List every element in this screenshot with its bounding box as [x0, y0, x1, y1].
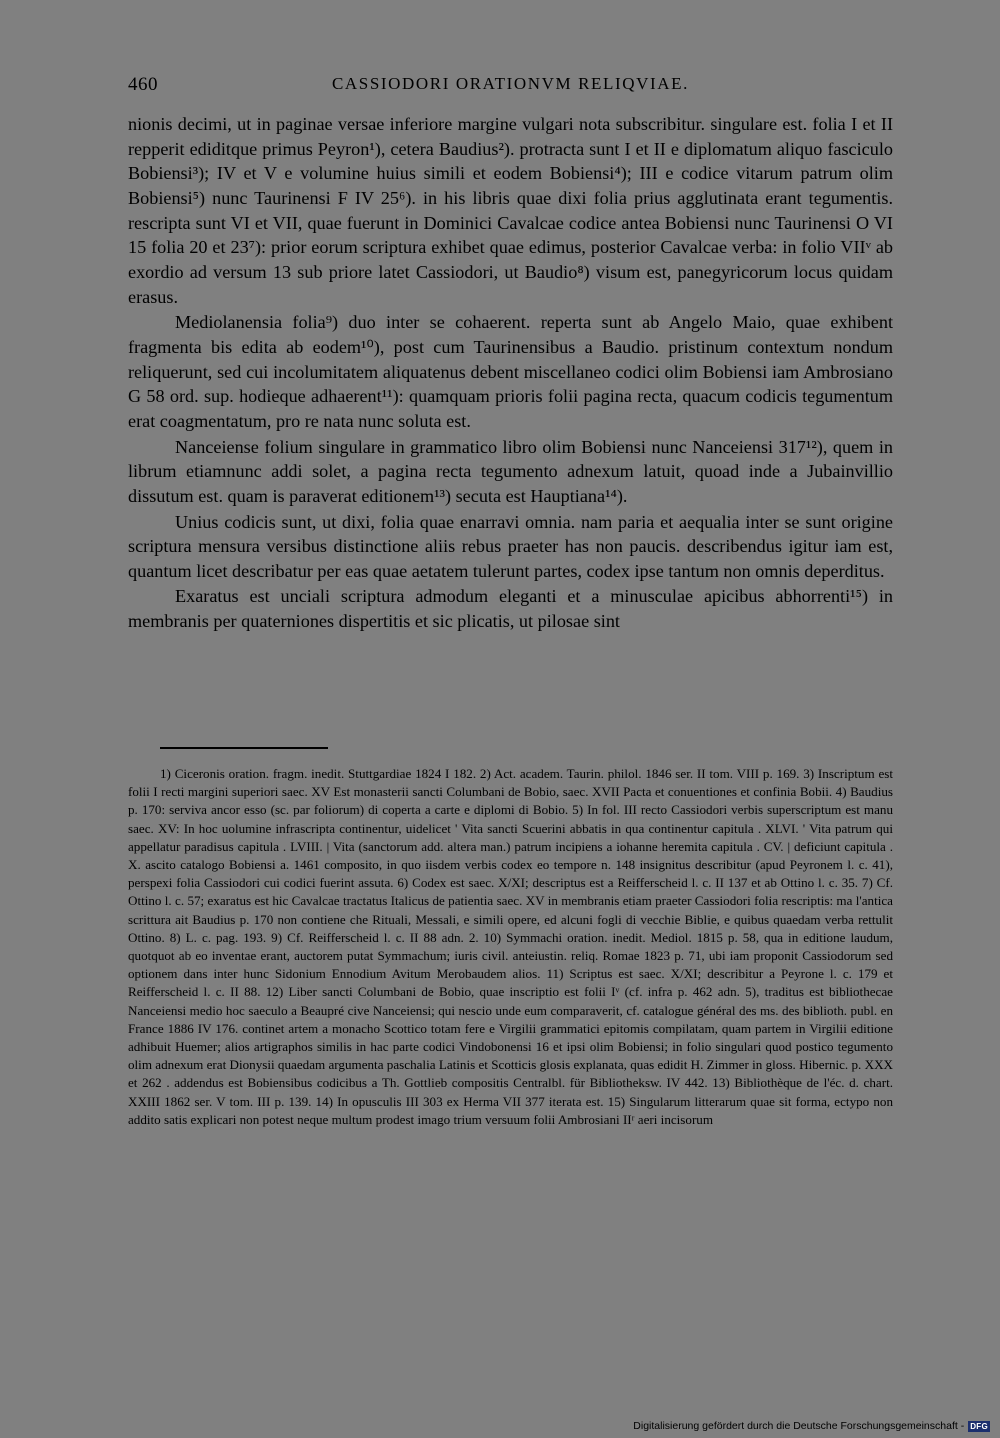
body-paragraph: Exaratus est unciali scriptura admodum eleganti et a minusculae apicibus abhorrenti¹⁵) in membranis per quaterniones dispertitis et sic plicatis, ut pilosae sint — [128, 586, 893, 632]
footnote-divider — [160, 747, 328, 749]
body-paragraph: nionis decimi, ut in paginae versae inferiore margine vulgari nota subscribitur. singulare est. folia I et II repperit ediditque primus Peyron¹), cetera Baudius²). protracta sunt I et II e diplomatum aliquo fasciculo Bobiensi³); IV et V e volumine huius simili et eodem Bobiensi⁴); III e codice vitarum patrum olim Bobiensi⁵) nunc Taurinensi F IV 25⁶). in his libris quae dixi folia prius agglutinata erant tegumentis. rescripta sunt VI et VII, quae fuerunt in Dominici Cavalcae codice antea Bobiensi nunc Taurinensi O VI 15 folia 20 et 23⁷): prior eorum scriptura exhibet quae edimus, posterior Cavalcae verba: in folio VIIᵛ ab exordio ad versum 13 sub priore latet Cassiodori, ut Baudio⁸) visum est, panegyricorum locus quidam erasus. — [128, 114, 893, 307]
main-text — [128, 112, 893, 634]
body-paragraph: Mediolanensia folia⁹) duo inter se cohaerent. reperta sunt ab Angelo Maio, quae exhibent fragmenta bis edita ab eodem¹⁰), post cum Taurinensibus a Baudio. pristinum contextum nondum reliquerunt, sed cui incolumitatem aliquatenus debent miscellaneo codici olim Bobiensi iam Ambrosiano G 58 ord. sup. hodieque adhaerent¹¹): quamquam prioris folii pagina recta, quacum codicis tegumentum erat coagmentatum, pro re nata nunc soluta est. — [128, 312, 893, 431]
dfg-logo: DFG — [970, 1421, 988, 1431]
body-paragraph: Unius codicis sunt, ut dixi, folia quae enarravi omnia. nam paria et aequalia inter se sunt origine scriptura mensura versibus distinctione aliis rebus praeter has non paucis. describendus igitur iam est, quantum licet describatur per eas quae aetatem tulerunt partes, codex ipse tantum non omnis deperditus. — [128, 511, 893, 581]
footnotes — [128, 765, 893, 1129]
body-paragraph: Nanceiense folium singulare in grammatico libro olim Bobiensi nunc Nanceiensi 317¹²), quem in librum etiamnunc addi solet, a pagina recta tegumento adnexum latuit, quoad inde a Jubainvillio dissutum est. quam is paraverat editionem¹³) secuta est Hauptiana¹⁴). — [128, 436, 893, 506]
page-header — [128, 74, 893, 100]
footnote-block: 1) Ciceronis oration. fragm. inedit. Stuttgardiae 1824 I 182. 2) Act. academ. Taurin. philol. 1846 ser. II tom. VIII p. 169. 3) Inscriptum est folii I recti margini superiori saec. XV Est monasterii sancti Columbani de Bobio, saec. XVII Pacta et conuentiones et confinia Bobii. 4) Baudius p. 170: serviva ancor esso (sc. par foliorum) di coperta a carte e diplomi di Bobio. 5) In fol. III recto Cassiodori verbis superscriptum est manu saec. XV: In hoc uolumine infrascripta continentur, uidelicet ' Vita sancti Scuerini abbatis in qua continentur capitula . XLVI. ' Vita patrum qui appellatur paradisus capitula . LVIII. | Vita (sanctorum add. altera man.) patrum incipiens a iohanne heremita capitula . CV. | deficiunt capitula . X. ascito catalogo Bobiensi a. 1461 composito, in quo iisdem verbis codex eo tempore n. 148 insignitus describitur (apud Peyronem l. c. 41), perspexi folia Cassiodori cui codici fuerint assuta. 6) Codex est saec. X/XI; descriptus est a Reifferscheid l. c. II 137 et ab Ottino l. c. 35. 7) Cf. Ottino l. c. 57; exaratus est hic Cavalcae tractatus Italicus de patientia saec. XV in membranis etiam praeter Cassiodori folia rescriptis: ma l'antica scrittura ait Baudius p. 170 non contiene che Rituali, Messali, e simili opere, ed alcuni fogli di vecchie Biblie, e quibus quaedam verba rettulit Ottino. 8) L. c. pag. 193. 9) Cf. Reifferscheid l. c. II 88 adn. 2. 10) Symmachi oration. inedit. Mediol. 1815 p. 58, qua in editione laudum, quotquot ab eo inventae erant, auctorem putat Symmachum; iuris civil. anteiustin. reliq. Romae 1823 p. 71, ubi iam proponit Cassiodorum sed optionem dans inter hunc Sidonium Ennodium Avitum Merobaudem alios. 11) Scriptus est saec. X/XI; describitur a Peyrone l. c. 179 et Reifferscheid l. c. II 88. 12) Liber sancti Columbani de Bobio, quae inscriptio est folii Iᵛ (cf. infra p. 462 adn. 5), traditus est bibliothecae Nanceiensi medio hoc saeculo a Beaupré cive Nanceiensi; qui nescio unde eum comparaverit, cf. catalogue général des ms. des biblioth. publ. en France 1886 IV 176. continet artem a monacho Scottico totam fere e Virgilii grammatici epitomis compilatam, quam partem in Virgilii editione adhibuit Huemer; alios artigraphos similis in hac parte codici Vindobonensi 16 et ipsi olim Bobiensi; in folio singulari quod postico tegumento olim adnexum erat Dionysii quaedam argumenta paschalia Latinis et Scotticis glosis explanata, quas edidit H. Zimmer in gloss. Hibernic. p. XXX et 262 . addendus est Bobiensibus codicibus a Th. Gottlieb compositis Centralbl. für Bibliotheksw. IV 442. 13) Bibliothèque de l'éc. d. chart. XXIII 1862 ser. V tom. III p. 139. 14) In opusculis III 303 ex Herma VII 377 iterata est. 15) Singularum litterarum quae sit forma, ectypo non addito satis explicari non potest neque multum prodest imago trium versuum folii Ambrosiani IIʳ aeri incisorum — [128, 766, 893, 1127]
page-number: 460 — [128, 74, 158, 95]
running-title: CASSIODORI ORATIONVM RELIQVIAE. — [331, 74, 689, 93]
digitization-credit — [633, 1420, 990, 1432]
credit-text: Digitalisierung gefördert durch die Deutsche Forschungsgemeinschaft - — [633, 1420, 965, 1432]
